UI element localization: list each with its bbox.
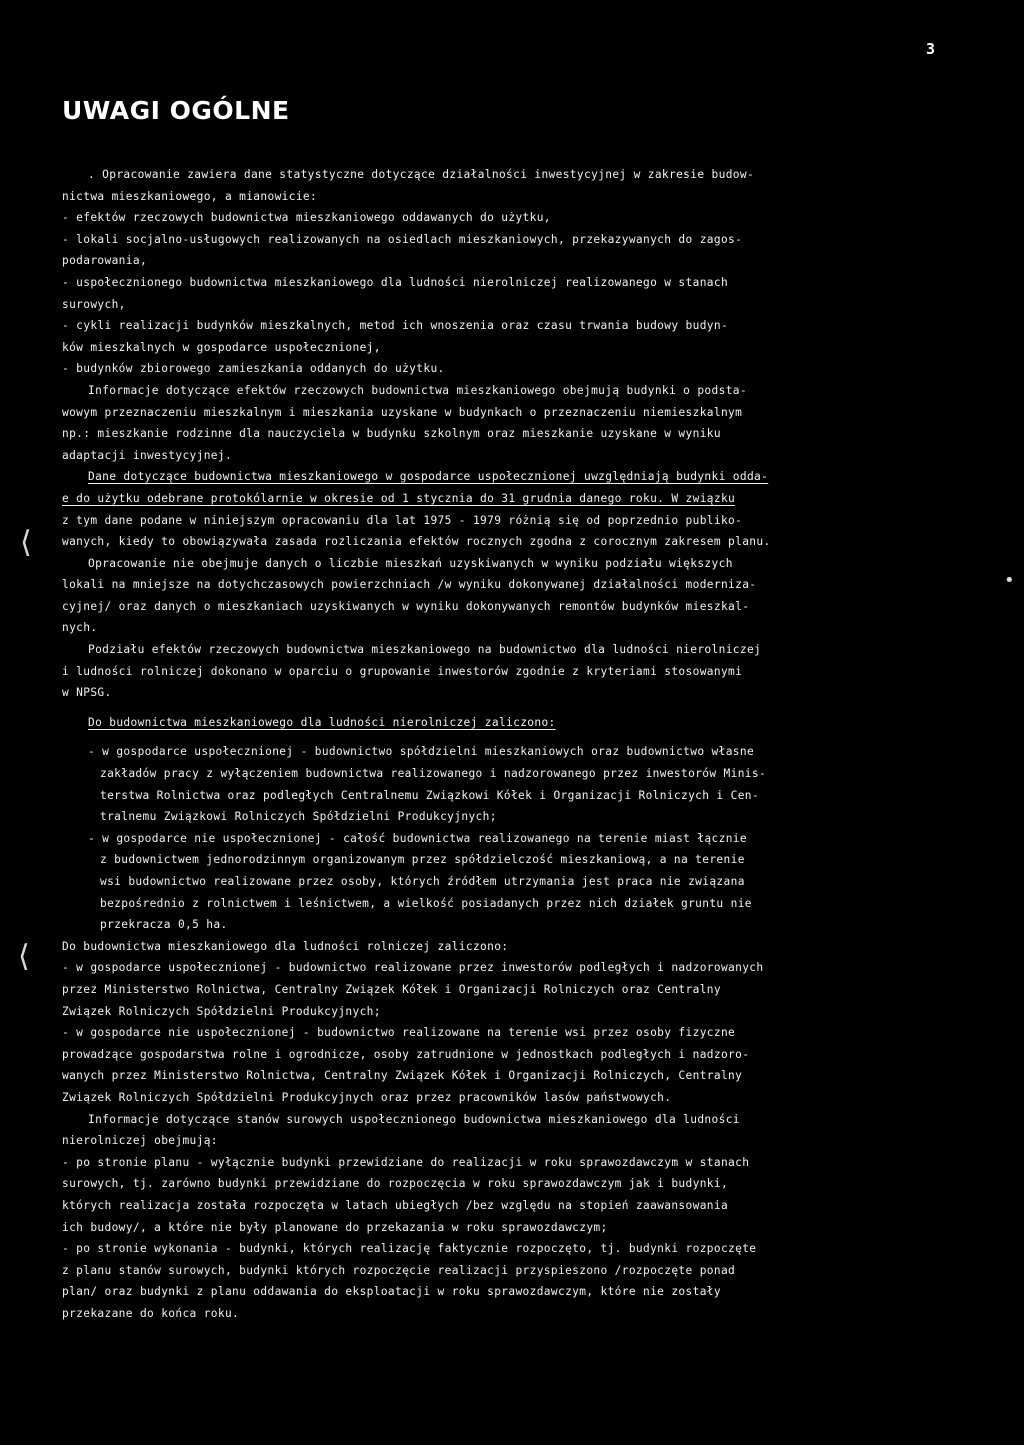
text-line: surowych, <box>62 297 126 311</box>
text-line: nych. <box>62 621 98 635</box>
text-line: Związek Rolniczych Spółdzielni Produkcyjnych oraz przez pracowników lasów państwowych. <box>62 1090 672 1104</box>
text-line: z budownictwem jednorodzinnym organizowanym przez spółdzielczość mieszkaniową, a na terenie <box>100 853 745 867</box>
text-line: bezpośrednio z rolnictwem i leśnictwem, a wielkość posiadanych przez nich działek gruntu nie <box>100 896 752 910</box>
text-line: - w gospodarce uspołecznionej - budownictwo realizowane przez inwestorów podległych i nadzorowanych <box>62 961 764 975</box>
text-line: - lokali socjalno-usługowych realizowanych na osiedlach mieszkaniowych, przekazywanych do zagos- <box>62 232 743 246</box>
text-line: z planu stanów surowych, budynki których rozpoczęcie realizacji przyspieszono /rozpoczęte ponad <box>62 1263 736 1277</box>
text-line: ków mieszkalnych w gospodarce uspołecznionej, <box>62 340 381 354</box>
text-line: - po stronie wykonania - budynki, których realizację faktycznie rozpoczęto, tj. budynki rozpoczęte <box>62 1242 757 1256</box>
text-line: surowych, tj. zarówno budynki przewidziane do rozpoczęcia w roku sprawozdawczym jak i budynki, <box>62 1177 729 1191</box>
margin-bracket-mark: ⟨ <box>18 939 30 974</box>
text-line: terstwa Rolnictwa oraz podległych Centralnemu Związkowi Kółek i Organizacji Rolniczych i Cen- <box>100 788 759 802</box>
text-line: . Opracowanie zawiera dane statystyczne dotyczące działalności inwestycyjnej w zakresie budow- <box>88 168 755 181</box>
text-line: - uspołecznionego budownictwa mieszkaniowego dla ludności nierolniczej realizowanego w stanach <box>62 275 729 289</box>
text-line: wsi budownictwo realizowane przez osoby, których źródłem utrzymania jest praca nie związana <box>100 875 745 888</box>
text-line: prowadzące gospodarstwa rolne i ogrodnicze, osoby zatrudnione w jednostkach podległych i nadzoro- <box>62 1047 750 1061</box>
text-line: Podziału efektów rzeczowych budownictwa mieszkaniowego na budownictwo dla ludności nierolniczej <box>88 643 762 657</box>
text-line: Informacje dotyczące efektów rzeczowych budownictwa mieszkaniowego obejmują budynki o podsta- <box>88 383 747 397</box>
text-line: podarowania, <box>62 254 148 268</box>
text-line: plan/ oraz budynki z planu oddawania do eksploatacji w roku sprawozdawczym, które nie zostały <box>62 1285 721 1299</box>
margin-bracket-mark: ⟨ <box>20 525 32 560</box>
text-line: - cykli realizacji budynków mieszkalnych, metod ich wnoszenia oraz czasu trwania budowy budyn- <box>62 319 729 333</box>
text-line: - po stronie planu - wyłącznie budynki przewidziane do realizacji w roku sprawozdawczym w stanach <box>62 1155 750 1169</box>
text-line: Opracowanie nie obejmuje danych o liczbie mieszkań uzyskiwanych w wyniku podziału większych <box>88 556 733 570</box>
text-line: przez Ministerstwo Rolnictwa, Centralny Związek Kółek i Organizacji Rolniczych oraz Centralny <box>62 982 721 996</box>
text-line: przekracza 0,5 ha. <box>100 918 228 932</box>
text-line: wanych przez Ministerstwo Rolnictwa, Centralny Związek Kółek i Organizacji Rolniczych, Centralny <box>62 1069 743 1083</box>
text-line: zakładów pracy z wyłączeniem budownictwa realizowanego i nadzorowanego przez inwestorów Minis- <box>100 767 767 781</box>
text-line: - w gospodarce nie uspołecznionej - budownictwo realizowane na terenie wsi przez osoby fizyczne <box>62 1026 736 1040</box>
text-line: nictwa mieszkaniowego, a mianowicie: <box>62 189 318 203</box>
text-line: w NPSG. <box>62 686 112 700</box>
text-line: nierolniczej obejmują: <box>62 1134 218 1148</box>
text-line: - w gospodarce uspołecznionej - budownictwo spółdzielni mieszkaniowych oraz budownictwo własne <box>88 745 755 759</box>
document-body <box>62 164 962 1324</box>
text-line: np.: mieszkanie rodzinne dla nauczyciela w budynku szkolnym oraz mieszkanie uzyskane w wyniku <box>62 427 721 441</box>
text-line: adaptacji inwestycyjnej. <box>62 448 233 462</box>
text-line: z tym dane podane w niniejszym opracowaniu dla lat 1975 - 1979 różnią się od poprzednio publiko- <box>62 513 743 527</box>
text-line: przekazane do końca roku. <box>62 1306 240 1320</box>
text-line: lokali na mniejsze na dotychczasowych powierzchniach /w wyniku dokonywanej działalności moderniza- <box>62 578 757 592</box>
text-line: wowym przeznaczeniu mieszkalnym i mieszkania uzyskane w budynkach o przeznaczeniu niemieszkalnym <box>62 405 743 419</box>
text-line: Informacje dotyczące stanów surowych uspołecznionego budownictwa mieszkaniowego dla ludności <box>88 1112 740 1126</box>
text-line: Do budownictwa mieszkaniowego dla ludności rolniczej zaliczono: <box>62 939 509 953</box>
text-line: e do użytku odebrane protokólarnie w okresie od 1 stycznia do 31 grudnia danego roku. W związku <box>62 491 736 505</box>
page-number: 3 <box>926 40 936 58</box>
text-line: wanych, kiedy to obowiązywała zasada rozliczania efektów rocznych zgodna z corocznym zakresem planu. <box>62 535 771 549</box>
text-line: cyjnej/ oraz danych o mieszkaniach uzyskiwanych w wyniku dokonywanych remontów budynków mieszkal- <box>62 599 750 613</box>
text-line: - w gospodarce nie uspołecznionej - całość budownictwa realizowanego na terenie miast łącznie <box>88 831 747 845</box>
text-line: których realizacja została rozpoczęta w latach ubiegłych /bez względu na stopień zaawansowania <box>62 1198 729 1212</box>
page-title: UWAGI OGÓLNE <box>62 96 290 125</box>
text-line: i ludności rolniczej dokonano w oparciu o grupowanie inwestorów zgodnie z kryteriami stosowanymi <box>62 664 743 678</box>
text-line: tralnemu Związkowi Rolniczych Spółdzielni Produkcyjnych; <box>100 810 497 824</box>
text-line: Związek Rolniczych Spółdzielni Produkcyjnych; <box>62 1004 381 1018</box>
text-line: - efektów rzeczowych budownictwa mieszkaniowego oddawanych do użytku, <box>62 211 551 225</box>
text-line: Do budownictwa mieszkaniowego dla ludności nierolniczej zaliczono: <box>88 715 556 729</box>
text-line: - budynków zbiorowego zamieszkania oddanych do użytku. <box>62 362 445 376</box>
text-line: ich budowy/, a które nie były planowane do przekazania w roku sprawozdawczym; <box>62 1220 608 1234</box>
margin-dot-mark: • <box>1004 570 1015 591</box>
text-line: Dane dotyczące budownictwa mieszkaniowego w gospodarce uspołecznionej uwzględniają budynki odda- <box>88 470 769 484</box>
